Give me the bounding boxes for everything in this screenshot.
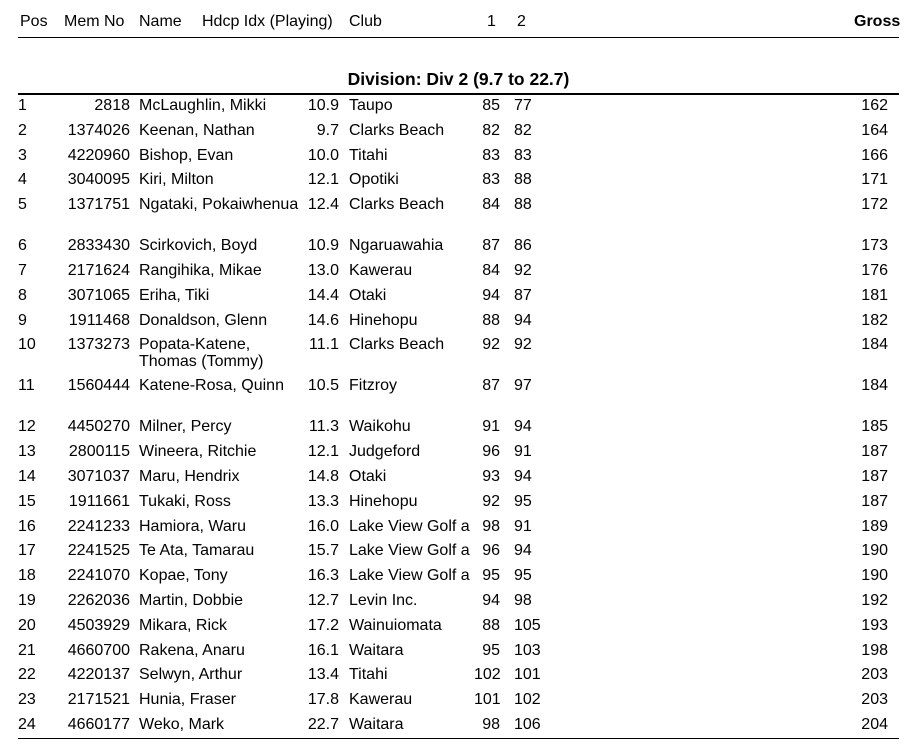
cell-hdcp: 16.3 <box>307 567 339 585</box>
cell-name: Hunia, Fraser <box>139 691 236 709</box>
cell-name: Weko, Mark <box>139 715 225 733</box>
cell-club: Lake View Golf a <box>349 567 470 585</box>
cell-round-1: 94 <box>482 286 500 304</box>
cell-gross: 185 <box>861 418 888 436</box>
cell-mem-no: 4450270 <box>67 418 130 436</box>
cell-hdcp: 13.4 <box>307 666 339 684</box>
cell-pos: 12 <box>18 418 36 436</box>
cell-pos: 21 <box>18 641 36 659</box>
cell-mem-no: 1371751 <box>67 196 130 214</box>
cell-round-2: 91 <box>514 517 532 535</box>
cell-round-1: 95 <box>482 641 500 659</box>
cell-club: Clarks Beach <box>349 336 445 354</box>
table-row <box>18 416 899 441</box>
cell-mem-no: 2262036 <box>67 591 130 609</box>
cell-round-1: 91 <box>482 418 500 436</box>
cell-pos: 11 <box>18 377 35 395</box>
cell-club: Titahi <box>349 146 388 164</box>
cell-hdcp: 17.8 <box>307 691 339 709</box>
cell-name: Selwyn, Arthur <box>139 666 243 684</box>
table-row <box>18 441 899 466</box>
cell-club: Hinehopu <box>349 311 418 329</box>
cell-club: Otaki <box>349 467 387 485</box>
cell-pos: 20 <box>18 616 36 634</box>
cell-hdcp: 13.0 <box>307 261 339 279</box>
cell-club: Judgeford <box>349 443 421 461</box>
cell-name: Katene-Rosa, Quinn <box>139 377 284 395</box>
cell-round-2: 88 <box>514 196 532 214</box>
cell-club: Levin Inc. <box>349 591 418 609</box>
table-row <box>18 615 899 640</box>
cell-hdcp: 15.7 <box>307 542 339 560</box>
cell-name: Martin, Dobbie <box>139 591 244 609</box>
cell-pos: 4 <box>18 171 27 189</box>
cell-hdcp: 10.5 <box>307 377 339 395</box>
table-row <box>18 516 899 541</box>
cell-round-1: 98 <box>482 715 500 733</box>
cell-round-2: 97 <box>514 377 532 395</box>
cell-mem-no: 4220137 <box>67 666 130 684</box>
cell-pos: 1 <box>18 97 27 114</box>
cell-round-1: 88 <box>482 616 500 634</box>
cell-mem-no: 2800115 <box>68 443 130 461</box>
cell-round-1: 84 <box>482 196 500 214</box>
column-header-gross: Gross <box>854 13 901 30</box>
cell-gross: 162 <box>861 97 888 114</box>
cell-round-1: 83 <box>482 146 500 164</box>
cell-round-2: 92 <box>514 261 532 279</box>
cell-mem-no: 2241070 <box>67 567 130 585</box>
cell-gross: 203 <box>861 691 888 709</box>
cell-hdcp: 12.1 <box>307 171 339 189</box>
cell-club: Fitzroy <box>349 377 397 395</box>
cell-gross: 190 <box>861 567 888 585</box>
table-row <box>18 714 899 739</box>
cell-mem-no: 1911468 <box>68 311 130 329</box>
cell-round-1: 93 <box>482 467 500 485</box>
table-row <box>18 590 899 615</box>
cell-gross: 187 <box>861 443 888 461</box>
cell-hdcp: 16.0 <box>307 517 339 535</box>
cell-club: Opotiki <box>349 171 399 189</box>
cell-pos: 6 <box>18 237 27 255</box>
cell-gross: 173 <box>861 237 888 255</box>
table-row <box>18 664 899 689</box>
column-header-pos: Pos <box>20 13 48 30</box>
table-row <box>18 689 899 714</box>
cell-hdcp: 16.1 <box>307 641 339 659</box>
table-row <box>18 310 899 335</box>
cell-round-1: 98 <box>482 517 500 535</box>
cell-gross: 164 <box>861 121 888 139</box>
cell-name: Rangihika, Mikae <box>139 261 262 279</box>
column-header-club: Club <box>349 13 382 30</box>
cell-hdcp: 10.0 <box>307 146 339 164</box>
cell-hdcp: 11.3 <box>309 418 339 436</box>
cell-mem-no: 2241233 <box>67 517 130 535</box>
cell-gross: 204 <box>861 715 888 733</box>
cell-round-2: 103 <box>514 641 541 659</box>
column-header-name: Name <box>139 13 182 30</box>
cell-pos: 5 <box>18 196 27 214</box>
table-row <box>18 120 899 145</box>
cell-pos: 15 <box>18 492 36 510</box>
cell-hdcp: 17.2 <box>307 616 339 634</box>
cell-mem-no: 1911661 <box>68 492 130 510</box>
cell-name: Popata-Katene, Thomas (Tommy) <box>139 336 264 371</box>
cell-name: Donaldson, Glenn <box>139 311 268 329</box>
cell-round-2: 88 <box>514 171 532 189</box>
cell-round-1: 85 <box>482 97 500 114</box>
cell-name: Mikara, Rick <box>139 616 228 634</box>
cell-gross: 203 <box>861 666 888 684</box>
cell-round-1: 94 <box>482 591 500 609</box>
cell-mem-no: 3040095 <box>67 171 130 189</box>
cell-mem-no: 2833430 <box>67 237 130 255</box>
cell-hdcp: 14.8 <box>307 467 339 485</box>
cell-round-2: 82 <box>514 121 532 139</box>
cell-name: Scirkovich, Boyd <box>139 237 258 255</box>
cell-club: Clarks Beach <box>349 121 445 139</box>
cell-pos: 24 <box>18 715 36 733</box>
cell-club: Otaki <box>349 286 387 304</box>
table-row <box>18 235 899 260</box>
cell-club: Lake View Golf a <box>349 542 470 560</box>
cell-pos: 10 <box>18 336 36 354</box>
cell-club: Kawerau <box>349 691 413 709</box>
cell-gross: 176 <box>861 261 888 279</box>
cell-round-2: 94 <box>514 467 532 485</box>
cell-hdcp: 12.4 <box>307 196 339 214</box>
cell-round-2: 102 <box>514 691 541 709</box>
cell-round-1: 96 <box>482 443 500 461</box>
cell-gross: 187 <box>861 492 888 510</box>
cell-round-2: 105 <box>514 616 541 634</box>
cell-round-2: 95 <box>514 492 532 510</box>
table-row <box>18 375 899 416</box>
cell-gross: 193 <box>861 616 888 634</box>
table-row <box>18 466 899 491</box>
table-row <box>18 260 899 285</box>
cell-mem-no: 2818 <box>94 97 130 114</box>
cell-name: Milner, Percy <box>139 418 232 436</box>
cell-gross: 198 <box>861 641 888 659</box>
table-row <box>18 95 899 120</box>
cell-club: Lake View Golf a <box>349 517 470 535</box>
cell-hdcp: 12.1 <box>307 443 339 461</box>
cell-club: Waitara <box>349 715 404 733</box>
cell-mem-no: 1560444 <box>67 377 130 395</box>
cell-pos: 18 <box>18 567 36 585</box>
table-row <box>18 640 899 665</box>
column-header-hdcp: Hdcp Idx (Playing) <box>202 13 333 30</box>
cell-round-1: 96 <box>482 542 500 560</box>
cell-round-2: 77 <box>514 97 532 114</box>
cell-club: Titahi <box>349 666 388 684</box>
cell-mem-no: 1373273 <box>67 336 130 354</box>
cell-club: Clarks Beach <box>349 196 445 214</box>
cell-name: Keenan, Nathan <box>139 121 255 139</box>
cell-hdcp: 12.7 <box>307 591 339 609</box>
cell-round-2: 91 <box>514 443 532 461</box>
cell-hdcp: 9.7 <box>316 121 339 139</box>
cell-mem-no: 4220960 <box>67 146 130 164</box>
table-row <box>18 491 899 516</box>
table-row <box>18 169 899 194</box>
cell-pos: 2 <box>18 121 27 139</box>
cell-mem-no: 2241525 <box>67 542 130 560</box>
column-header-round-2: 2 <box>517 13 526 30</box>
table-row <box>18 540 899 565</box>
cell-gross: 187 <box>861 467 888 485</box>
cell-hdcp: 13.3 <box>307 492 339 510</box>
cell-pos: 13 <box>18 443 36 461</box>
table-row <box>18 334 899 375</box>
cell-round-2: 94 <box>514 542 532 560</box>
column-header-round-1: 1 <box>487 13 496 30</box>
cell-mem-no: 2171624 <box>67 261 130 279</box>
table-bottom-rule <box>18 738 899 739</box>
cell-hdcp: 10.9 <box>307 97 339 114</box>
cell-pos: 19 <box>18 591 36 609</box>
cell-name: Eriha, Tiki <box>139 286 210 304</box>
cell-club: Ngaruawahia <box>349 237 444 255</box>
cell-round-1: 102 <box>474 666 501 684</box>
cell-name: Kopae, Tony <box>139 567 228 585</box>
cell-name: Ngataki, Pokaiwhenua <box>139 196 299 214</box>
cell-hdcp: 10.9 <box>307 237 339 255</box>
cell-round-1: 92 <box>482 492 500 510</box>
cell-gross: 190 <box>861 542 888 560</box>
cell-gross: 181 <box>861 286 888 304</box>
cell-name: Wineera, Ritchie <box>139 443 257 461</box>
table-row <box>18 194 899 235</box>
cell-round-2: 92 <box>514 336 532 354</box>
cell-round-1: 87 <box>482 237 500 255</box>
cell-name: Rakena, Anaru <box>139 641 245 659</box>
cell-round-2: 83 <box>514 146 532 164</box>
cell-club: Waikohu <box>349 418 411 436</box>
cell-club: Kawerau <box>349 261 413 279</box>
cell-name: Kiri, Milton <box>139 171 214 189</box>
cell-name: McLaughlin, Mikki <box>139 97 267 114</box>
cell-round-2: 94 <box>514 418 532 436</box>
cell-round-1: 82 <box>482 121 500 139</box>
cell-hdcp: 22.7 <box>307 715 339 733</box>
cell-round-1: 92 <box>482 336 500 354</box>
cell-round-2: 98 <box>514 591 532 609</box>
table-row <box>18 285 899 310</box>
cell-gross: 184 <box>861 377 888 395</box>
cell-gross: 182 <box>861 311 888 329</box>
cell-hdcp: 14.6 <box>307 311 339 329</box>
cell-mem-no: 1374026 <box>67 121 130 139</box>
cell-club: Waitara <box>349 641 404 659</box>
cell-gross: 166 <box>861 146 888 164</box>
cell-gross: 172 <box>861 196 888 214</box>
cell-mem-no: 3071065 <box>67 286 130 304</box>
cell-gross: 192 <box>861 591 888 609</box>
cell-round-2: 101 <box>514 666 541 684</box>
cell-name: Tukaki, Ross <box>139 492 231 510</box>
cell-round-1: 95 <box>482 567 500 585</box>
cell-pos: 17 <box>18 542 36 560</box>
cell-club: Hinehopu <box>349 492 418 510</box>
cell-mem-no: 4503929 <box>67 616 130 634</box>
column-header-mem-no: Mem No <box>64 13 125 30</box>
cell-round-1: 84 <box>482 261 500 279</box>
table-row <box>18 145 899 170</box>
cell-mem-no: 4660177 <box>67 715 130 733</box>
table-row <box>18 565 899 590</box>
cell-mem-no: 4660700 <box>67 641 130 659</box>
cell-club: Wainuiomata <box>349 616 442 634</box>
cell-pos: 8 <box>18 286 27 304</box>
cell-pos: 23 <box>18 691 36 709</box>
division-heading <box>18 66 899 95</box>
cell-name: Maru, Hendrix <box>139 467 240 485</box>
cell-round-1: 88 <box>482 311 500 329</box>
cell-mem-no: 3071037 <box>67 467 130 485</box>
cell-hdcp: 11.1 <box>309 336 339 354</box>
cell-gross: 184 <box>861 336 888 354</box>
cell-pos: 14 <box>18 467 36 485</box>
results-table-header <box>18 0 899 38</box>
cell-round-1: 83 <box>482 171 500 189</box>
results-table-body <box>18 95 899 739</box>
division-title: Division: Div 2 (9.7 to 22.7) <box>347 69 570 89</box>
cell-pos: 7 <box>18 261 27 279</box>
cell-name: Te Ata, Tamarau <box>139 542 255 560</box>
cell-hdcp: 14.4 <box>307 286 339 304</box>
cell-pos: 9 <box>18 311 27 329</box>
cell-gross: 189 <box>861 517 888 535</box>
cell-pos: 16 <box>18 517 36 535</box>
cell-round-2: 95 <box>514 567 532 585</box>
cell-mem-no: 2171521 <box>67 691 130 709</box>
cell-round-1: 101 <box>474 691 501 709</box>
cell-round-2: 87 <box>514 286 532 304</box>
cell-club: Taupo <box>349 97 393 114</box>
cell-gross: 171 <box>861 171 888 189</box>
cell-pos: 22 <box>18 666 36 684</box>
cell-name: Hamiora, Waru <box>139 517 246 535</box>
cell-round-2: 86 <box>514 237 532 255</box>
cell-round-2: 106 <box>514 715 541 733</box>
cell-name: Bishop, Evan <box>139 146 234 164</box>
cell-pos: 3 <box>18 146 27 164</box>
cell-round-1: 87 <box>482 377 500 395</box>
cell-round-2: 94 <box>514 311 532 329</box>
